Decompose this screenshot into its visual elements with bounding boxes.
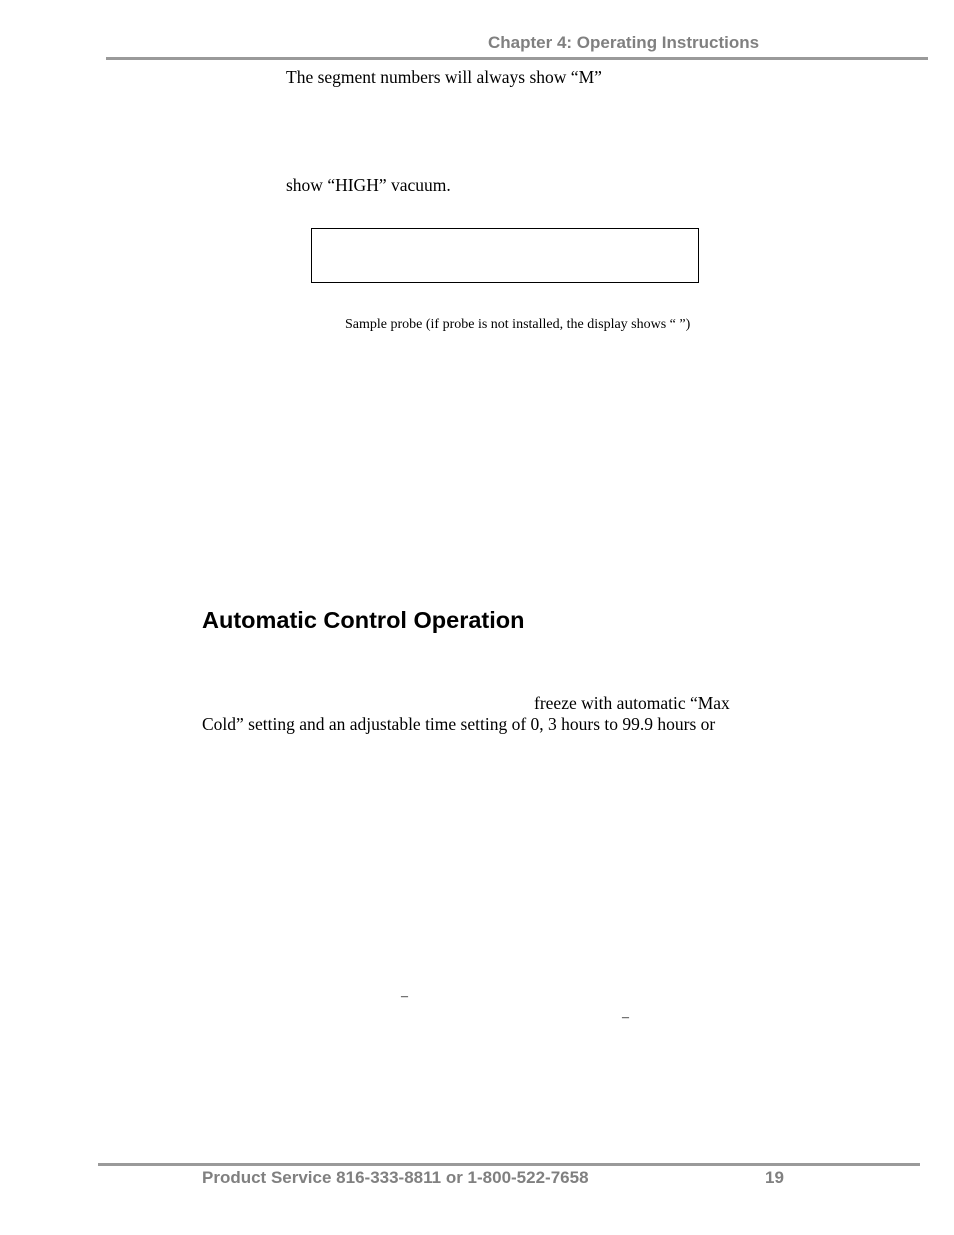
page-number: 19 [765, 1168, 784, 1187]
sample-probe-note: Sample probe (if probe is not installed, the display shows “ ”) [345, 317, 691, 332]
freeze-max-text: freeze with automatic “Max [534, 693, 730, 713]
product-service-footer: Product Service 816-333-8811 or 1-800-522-7658 [202, 1168, 589, 1187]
dash-mark: – [622, 1010, 629, 1025]
segment-numbers-text: The segment numbers will always show “M” [286, 67, 602, 87]
header-divider [106, 57, 928, 60]
dash-mark: – [401, 989, 408, 1004]
cold-setting-text: Cold” setting and an adjustable time setting of 0, 3 hours to 99.9 hours or [202, 714, 716, 734]
footer-divider [98, 1163, 920, 1166]
high-vacuum-text: show “HIGH” vacuum. [286, 175, 451, 195]
section-heading: Automatic Control Operation [202, 607, 525, 633]
chapter-header: Chapter 4: Operating Instructions [488, 33, 760, 52]
display-box [311, 228, 699, 283]
